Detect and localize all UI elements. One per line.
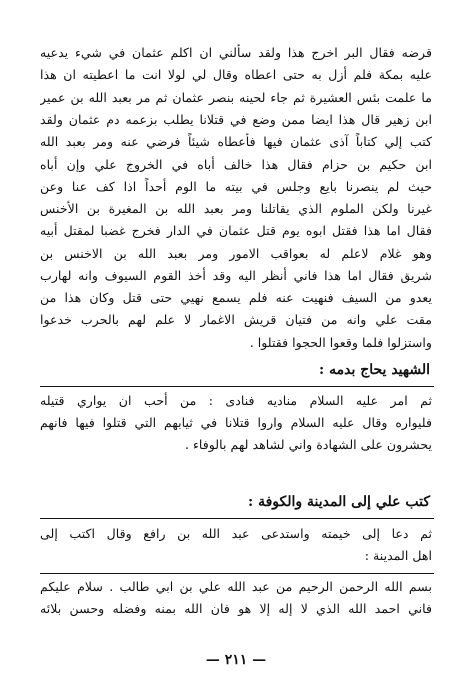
text-line: شريق فقال اما هذا فاني أنظر اليه وقد أخذ القوم السيوف وانه لهارب (40, 268, 432, 283)
text-line: ما علمت بئس العشيرة ثم جاء لحينه بنصر عثمان ثم مر بعبد الله بن عمير (40, 90, 432, 105)
text-line: اهل المدينة : (364, 548, 432, 563)
text-line: قرضه فقال البر اخرج هذا ولقد سألني ان اكلم عثمان في شيء يدعيه (40, 45, 432, 60)
text-line: ثم دعا إلى خيمته واستدعى عبد الله بن رافع وقال اكتب إلى (40, 526, 432, 541)
text-line: وهو غلام لاعلم له بعواقب الامور ومر بعبد الله بن الاخنس بن (40, 246, 432, 261)
text-line: غيرنا ولكن الملوم الذي يقاتلنا ومر بعبد الله بن المغيرة بن الأخنس (40, 201, 432, 216)
section-divider (40, 386, 434, 387)
text-line: ابن حكيم بن حزام فقال هذا خالف أباه في الخروج علي وإن أباه (40, 157, 432, 172)
text-line: فليواره وقال عليه السلام واروا قتلانا في ثيابهم التي قتلوا فيها فانهم (40, 415, 432, 430)
text-line: كتب إلي كتاباً آذى عثمان فيها فأعطاه شيئاً فرضي عنه ومر بعبد الله (40, 134, 432, 149)
text-line: مقت علي وانه من فتيان قريش الاغمار لا علم لهم بالحرب خدعوا (40, 312, 432, 327)
text-line: فقال اما هذا فقتل ابوه يوم قتل عثمان في الدار فخرج غضبا لمقتل أبيه (40, 223, 432, 238)
text-line: بسم الله الرحمن الرحيم من عبد الله علي بن ابي طالب . سلام عليكم (40, 579, 432, 594)
section-divider (40, 573, 434, 574)
section-heading: كتب علي إلى المدينة والكوفة : (248, 494, 430, 510)
text-line: يحشرون على الشهادة واني لشاهد لهم بالوفاء . (184, 437, 432, 452)
section-divider (40, 518, 434, 519)
text-line: ابن زهير قال هذا ايضا ممن وضع في قتلانا يطلب بزعمه دم عثمان ولقد (40, 112, 432, 127)
text-line: حيث لم ينصرنا بايع وجلس في بيته ما الوم أحداً اذا كف عنا وعن (40, 179, 432, 194)
text-line: فاني احمد الله الذي لا إله إلا هو فان الله بمنه وفضله وحسن بلائه (40, 601, 432, 616)
text-line: ثم امر عليه السلام مناديه فنادى : من أحب ان يواري قتيله (40, 393, 432, 408)
text-line: واستزلوا فلما وقعوا الحجوا فقتلوا . (249, 335, 432, 350)
text-line: يعدو من السيف فنهيت عنه فلم يسمع نهيي حتى قتل وكان هذا من (40, 290, 432, 305)
text-line: عليه بمكة فلم أزل به حتى اعطاه وقال لي لولا انت ما اعطيته ان هذا (40, 67, 432, 82)
page-number: — ٢١١ — (205, 652, 267, 668)
section-heading: الشهيد يحاج بدمه : (319, 362, 430, 378)
